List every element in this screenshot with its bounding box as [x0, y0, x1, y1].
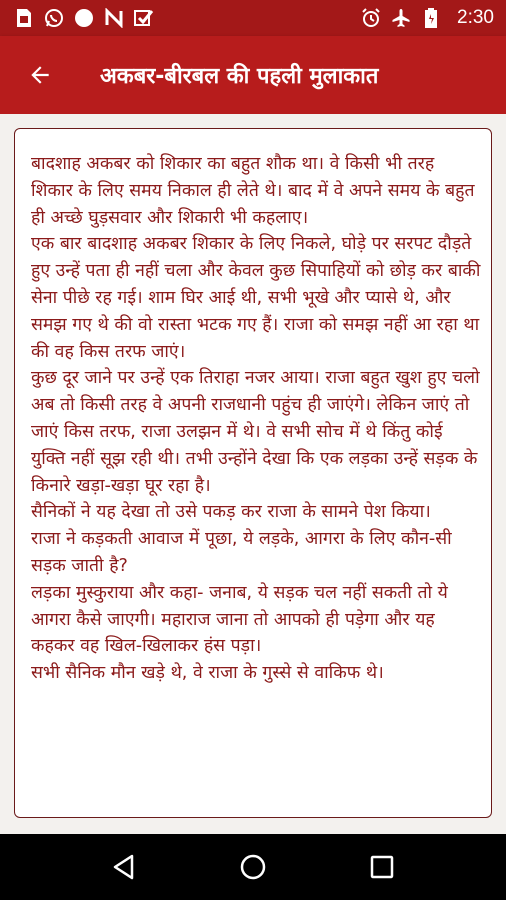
- navigation-bar: [0, 834, 506, 900]
- story-paragraph: एक बार बादशाह अकबर शिकार के लिए निकले, घोड़े पर सरपट दौड़ते हुए उन्हें पता ही नहीं चला और केवल कुछ सिपाहियों को छोड़ कर बाकी सेना पीछे रह गई। शाम घिर आई थी, सभी भूखे और प्यासे थे, और समझ गए थे की वो रास्ता भटक गए हैं। राजा को समझ नहीं आ रहा था की वह किस तरफ जाएं।: [31, 234, 481, 362]
- back-button[interactable]: [12, 47, 68, 103]
- status-bar: [0, 0, 506, 36]
- story-paragraph: कुछ दूर जाने पर उन्हें एक तिराहा नजर आया। राजा बहुत खुश हुए चलो अब तो किसी तरह वे अपनी राजधानी पहुंच ही जाएंगे। लेकिन जाएं तो जाएं किस तरफ, राजा उलझन में थे। वे सभी सोच में थे किंतु कोई युक्ति नहीं सूझ रही थी। तभी उन्होंने देखा कि एक लड़का उन्हें सड़क के किनारे खड़ा-खड़ा घूर रहा है।: [31, 368, 480, 496]
- clock-time: 2:30: [457, 7, 494, 28]
- story-paragraph: लड़का मुस्कुराया और कहा- जनाब, ये सड़क चल नहीं सकती तो ये आगरा कैसे जाएगी। महाराज जाना तो आपको ही पड़ेगा और यह कहकर वह खिल-खिलाकर हंस पड़ा।: [31, 582, 448, 657]
- nav-back-button[interactable]: [100, 843, 148, 891]
- story-card[interactable]: [14, 128, 492, 818]
- arrow-back-icon: [27, 62, 53, 88]
- story-paragraph: राजा ने कड़कती आवाज में पूछा, ये लड़के, आगरा के लिए कौन-सी सड़क जाती है?: [31, 529, 452, 576]
- story-paragraph: सैनिकों ने यह देखा तो उसे पकड़ कर राजा के सामने पेश किया।: [31, 502, 431, 523]
- story-paragraph: बादशाह अकबर को शिकार का बहुत शौक था। वे किसी भी तरह शिकार के लिए समय निकाल ही लेते थे। बाद में वे अपने समय के बहुत ही अच्छे घुड़सवार और शिकारी भी कहलाए।: [31, 154, 475, 228]
- recents-square-icon: [370, 855, 394, 879]
- story-paragraph: सभी सैनिक मौन खड़े थे, वे राजा के गुस्से से वाकिफ थे।: [31, 663, 384, 684]
- page-title: अकबर-बीरबल की पहली मुलाकात: [100, 64, 379, 89]
- circle-notification-icon: [74, 8, 94, 28]
- content-area[interactable]: [0, 114, 506, 834]
- system-icons: [361, 7, 494, 29]
- back-triangle-icon: [112, 854, 136, 880]
- nav-home-button[interactable]: [229, 843, 277, 891]
- check-app-icon: [134, 8, 154, 28]
- nav-recents-button[interactable]: [358, 843, 406, 891]
- notification-icons: [14, 8, 154, 28]
- home-circle-icon: [239, 853, 267, 881]
- story-text: [31, 151, 481, 687]
- airplane-mode-icon: [391, 8, 411, 28]
- app-bar: [0, 36, 506, 114]
- whatsapp-icon: [44, 8, 64, 28]
- battery-icon: [421, 8, 441, 28]
- n-app-icon: [104, 8, 124, 28]
- alarm-icon: [361, 8, 381, 28]
- sim-toolkit-icon: [14, 8, 34, 28]
